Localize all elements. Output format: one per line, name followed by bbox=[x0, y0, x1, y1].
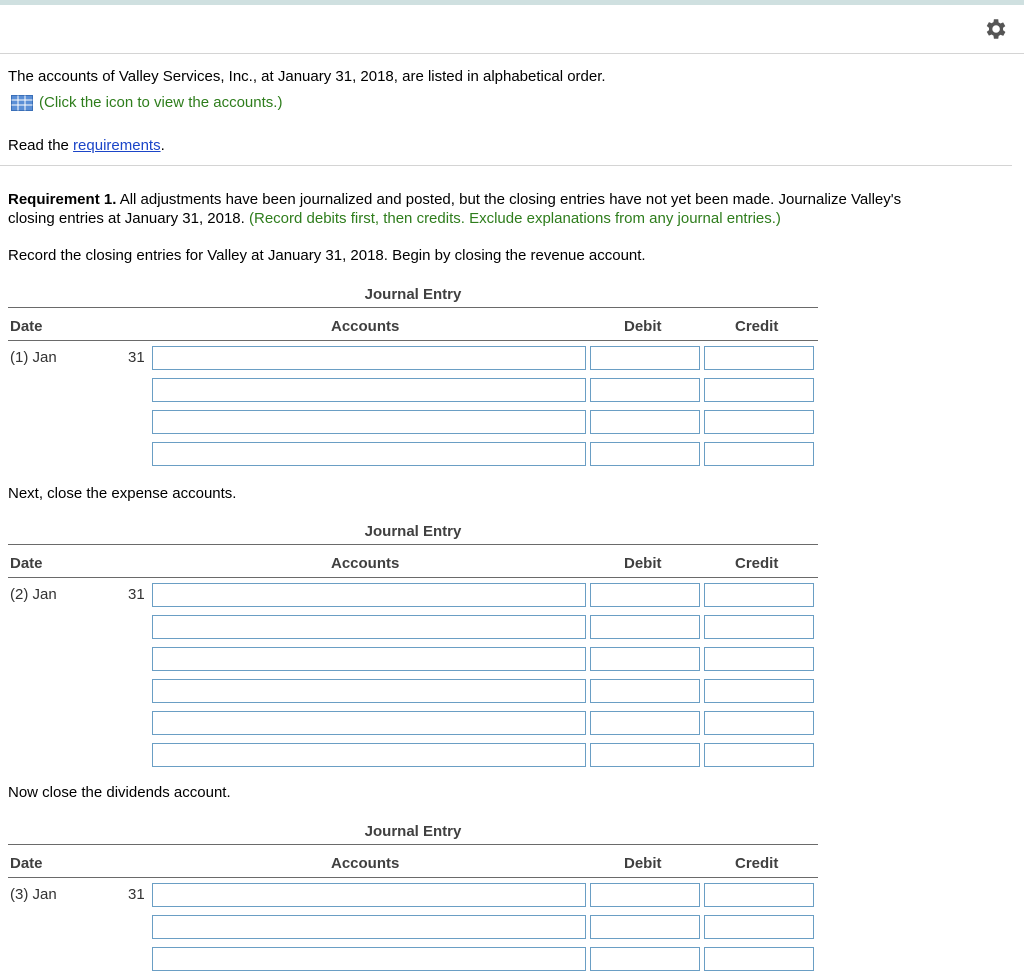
journal-row bbox=[8, 915, 818, 939]
account-input[interactable] bbox=[152, 378, 586, 402]
requirement-text-1: All adjustments have been journalized and posted, but the closing entries have not yet been made. Journalize Valley's bbox=[116, 191, 902, 208]
date-column-header: Date bbox=[10, 855, 43, 872]
credit-column-header: Credit bbox=[735, 555, 779, 572]
journal-row bbox=[8, 947, 818, 971]
account-input[interactable] bbox=[152, 947, 586, 971]
credit-column-header: Credit bbox=[735, 855, 779, 872]
journal-prompt: Now close the dividends account. bbox=[8, 784, 231, 801]
read-prefix: Read the bbox=[8, 137, 74, 154]
debit-input[interactable] bbox=[590, 743, 700, 767]
journal-row bbox=[8, 378, 818, 402]
credit-input[interactable] bbox=[704, 615, 814, 639]
requirement-text-2: closing entries at January 31, 2018. bbox=[8, 210, 245, 227]
requirement-line-2 bbox=[8, 210, 781, 228]
entry-date-label: (2) Jan bbox=[10, 586, 57, 603]
account-input[interactable] bbox=[152, 883, 586, 907]
debit-input[interactable] bbox=[590, 883, 700, 907]
credit-input[interactable] bbox=[704, 442, 814, 466]
journal-title-rule bbox=[8, 307, 818, 308]
debit-input[interactable] bbox=[590, 410, 700, 434]
credit-input[interactable] bbox=[704, 679, 814, 703]
account-input[interactable] bbox=[152, 615, 586, 639]
journal-title-rule bbox=[8, 844, 818, 845]
accounts-column-header: Accounts bbox=[331, 555, 400, 572]
date-column-header: Date bbox=[10, 318, 43, 335]
header-rule bbox=[8, 877, 818, 878]
account-input[interactable] bbox=[152, 711, 586, 735]
header-divider bbox=[0, 53, 1024, 54]
debit-column-header: Debit bbox=[624, 555, 662, 572]
journal-row bbox=[8, 410, 818, 434]
section-divider bbox=[0, 165, 1012, 166]
journal-row bbox=[8, 647, 818, 671]
accounts-column-header: Accounts bbox=[331, 855, 400, 872]
journal-row bbox=[8, 883, 818, 907]
debit-input[interactable] bbox=[590, 442, 700, 466]
debit-input[interactable] bbox=[590, 915, 700, 939]
account-input[interactable] bbox=[152, 647, 586, 671]
header-rule bbox=[8, 340, 818, 341]
credit-input[interactable] bbox=[704, 947, 814, 971]
debit-input[interactable] bbox=[590, 615, 700, 639]
debit-input[interactable] bbox=[590, 711, 700, 735]
credit-input[interactable] bbox=[704, 378, 814, 402]
journal-row bbox=[8, 711, 818, 735]
debit-input[interactable] bbox=[590, 583, 700, 607]
requirement-note: (Record debits first, then credits. Exclude explanations from any journal entries.) bbox=[244, 210, 781, 227]
journal-row bbox=[8, 743, 818, 767]
debit-input[interactable] bbox=[590, 679, 700, 703]
credit-input[interactable] bbox=[704, 711, 814, 735]
requirement-line-1 bbox=[8, 191, 901, 209]
journal-title: Journal Entry bbox=[364, 286, 462, 303]
credit-input[interactable] bbox=[704, 915, 814, 939]
entry-day: 31 bbox=[128, 349, 145, 366]
journal-row bbox=[8, 583, 818, 607]
view-accounts-link[interactable]: (Click the icon to view the accounts.) bbox=[39, 94, 283, 111]
journal-title: Journal Entry bbox=[364, 523, 462, 540]
account-input[interactable] bbox=[152, 410, 586, 434]
instruction-text: Record the closing entries for Valley at January 31, 2018. Begin by closing the revenue account. bbox=[8, 247, 646, 264]
gear-icon[interactable] bbox=[982, 16, 1008, 42]
debit-input[interactable] bbox=[590, 378, 700, 402]
account-input[interactable] bbox=[152, 346, 586, 370]
journal-prompt: Next, close the expense accounts. bbox=[8, 485, 237, 502]
account-input[interactable] bbox=[152, 583, 586, 607]
debit-input[interactable] bbox=[590, 647, 700, 671]
credit-column-header: Credit bbox=[735, 318, 779, 335]
read-suffix: . bbox=[160, 137, 165, 154]
credit-input[interactable] bbox=[704, 647, 814, 671]
journal-row bbox=[8, 679, 818, 703]
journal-title-rule bbox=[8, 544, 818, 545]
entry-date-label: (1) Jan bbox=[10, 349, 57, 366]
table-grid-icon[interactable] bbox=[11, 95, 33, 111]
credit-input[interactable] bbox=[704, 583, 814, 607]
journal-row bbox=[8, 442, 818, 466]
read-requirements-line bbox=[8, 137, 165, 155]
debit-column-header: Debit bbox=[624, 855, 662, 872]
intro-text: The accounts of Valley Services, Inc., at January 31, 2018, are listed in alphabetical order. bbox=[8, 68, 606, 85]
credit-input[interactable] bbox=[704, 743, 814, 767]
entry-date-label: (3) Jan bbox=[10, 886, 57, 903]
journal-row bbox=[8, 615, 818, 639]
entry-day: 31 bbox=[128, 586, 145, 603]
date-column-header: Date bbox=[10, 555, 43, 572]
journal-row bbox=[8, 346, 818, 370]
account-input[interactable] bbox=[152, 442, 586, 466]
credit-input[interactable] bbox=[704, 883, 814, 907]
account-input[interactable] bbox=[152, 915, 586, 939]
requirement-label: Requirement 1. bbox=[8, 191, 117, 208]
account-input[interactable] bbox=[152, 679, 586, 703]
credit-input[interactable] bbox=[704, 346, 814, 370]
debit-column-header: Debit bbox=[624, 318, 662, 335]
requirements-link[interactable]: requirements bbox=[73, 137, 161, 154]
credit-input[interactable] bbox=[704, 410, 814, 434]
account-input[interactable] bbox=[152, 743, 586, 767]
debit-input[interactable] bbox=[590, 346, 700, 370]
top-accent-bar bbox=[0, 0, 1024, 5]
accounts-column-header: Accounts bbox=[331, 318, 400, 335]
debit-input[interactable] bbox=[590, 947, 700, 971]
entry-day: 31 bbox=[128, 886, 145, 903]
header-rule bbox=[8, 577, 818, 578]
journal-title: Journal Entry bbox=[364, 823, 462, 840]
